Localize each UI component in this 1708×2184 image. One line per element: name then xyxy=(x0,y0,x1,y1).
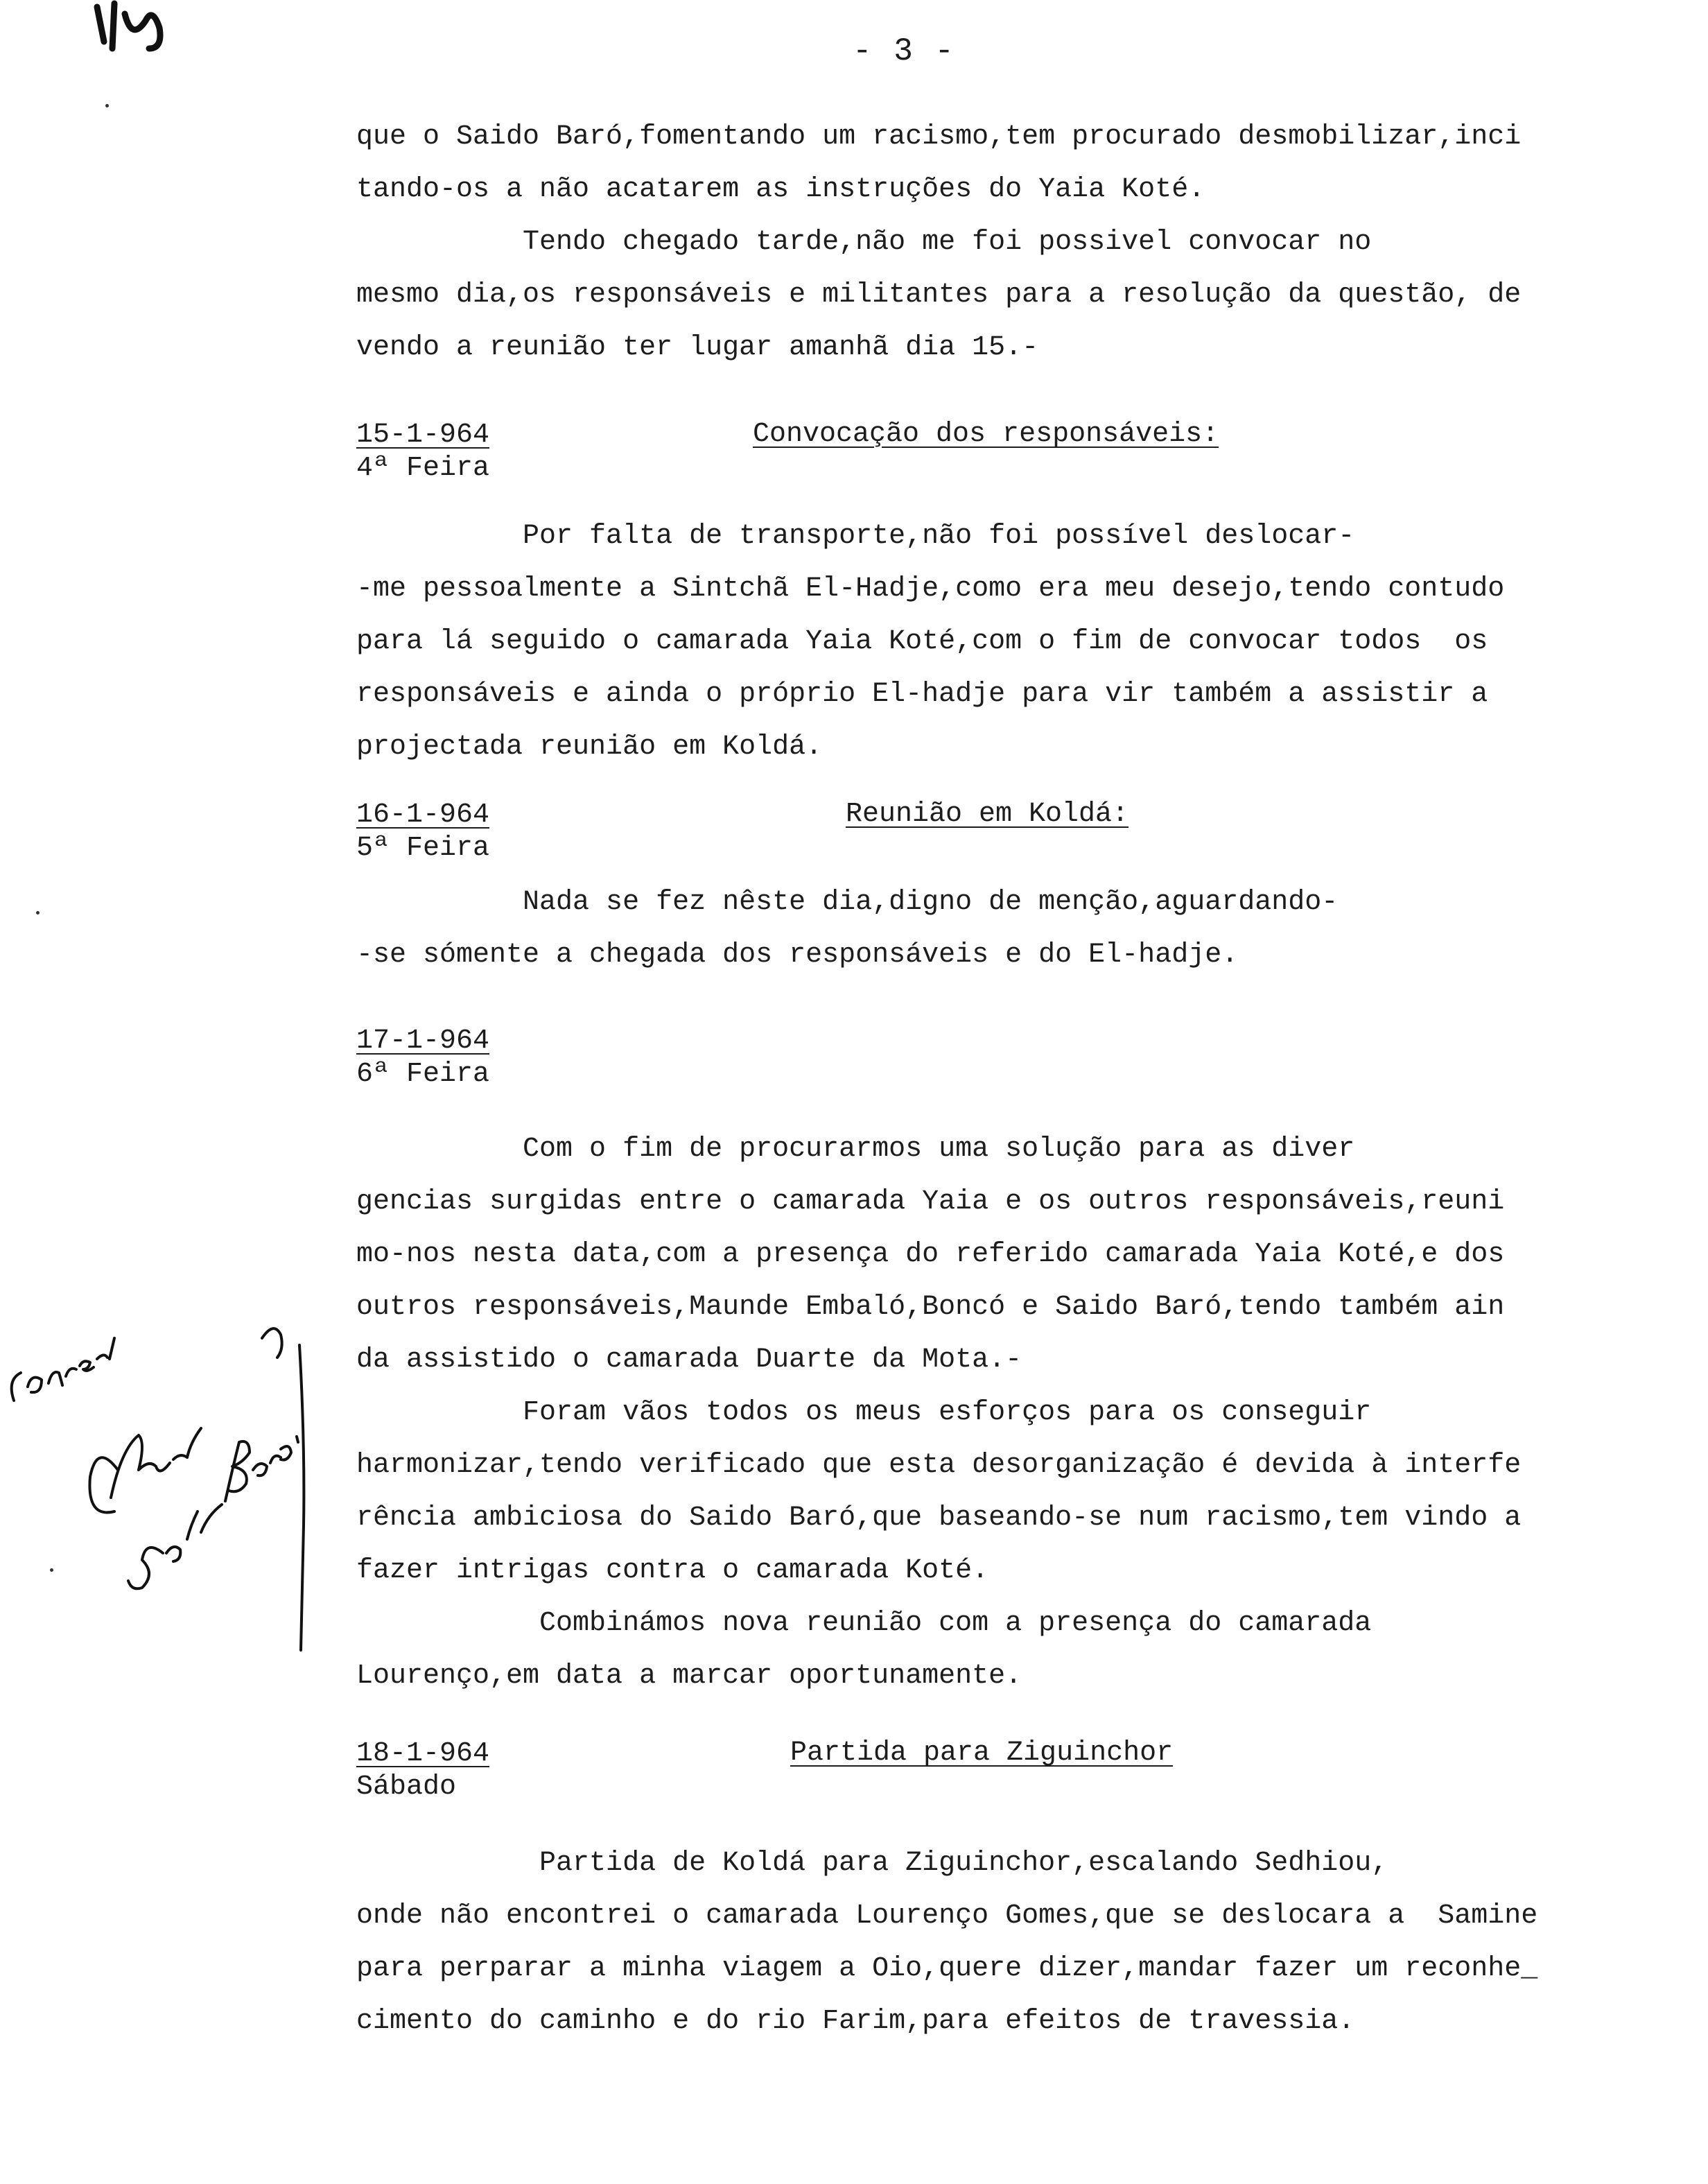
text-line: Lourenço,em data a marcar oportunamente. xyxy=(356,1661,1022,1692)
entry-heading: Partida para Ziguinchor xyxy=(790,1737,1174,1769)
entry-date-block xyxy=(356,1737,489,1804)
entry-date: 17-1-964 xyxy=(356,1025,490,1057)
scan-speck xyxy=(105,104,109,107)
page-number: - 3 - xyxy=(853,33,956,69)
entry-weekday: 6ª Feira xyxy=(356,1059,490,1090)
text-line: projectada reunião em Koldá. xyxy=(356,731,823,763)
text-line: mesmo dia,os responsáveis e militantes para a resolução da questão, de xyxy=(356,279,1522,311)
text-line: responsáveis e ainda o próprio El-hadje para vir também a assistir a xyxy=(356,679,1488,710)
entry-paragraph xyxy=(356,510,1659,774)
text-line: Nada se fez nêste dia,digno de menção,aguardando- xyxy=(356,887,1339,918)
entry-weekday: 4ª Feira xyxy=(356,453,490,484)
text-line: tando-os a não acatarem as instruções do Yaia Koté. xyxy=(356,174,1205,205)
text-line: vendo a reunião ter lugar amanhã dia 15.- xyxy=(356,332,1039,363)
entry-date: 16-1-964 xyxy=(356,799,490,831)
text-line: da assistido o camarada Duarte da Mota.- xyxy=(356,1344,1022,1376)
text-line: para perparar a minha viagem a Oio,quere dizer,mandar fazer um reconhe_ xyxy=(356,1953,1538,1984)
entry-date-block xyxy=(356,1025,489,1091)
text-line: fazer intrigas contra o camarada Koté. xyxy=(356,1555,989,1586)
entry-date: 15-1-964 xyxy=(356,419,490,451)
text-line: -se sómente a chegada dos responsáveis e do El-hadje. xyxy=(356,939,1239,971)
text-line: Com o fim de procurarmos uma solução para as diver xyxy=(356,1134,1355,1165)
text-line: mo-nos nesta data,com a presença do referido camarada Yaia Koté,e dos xyxy=(356,1239,1505,1270)
text-line: Combinámos nova reunião com a presença do camarada xyxy=(356,1608,1372,1639)
text-line: Por falta de transporte,não foi possível deslocar- xyxy=(356,521,1355,552)
entry-paragraph xyxy=(356,876,1659,982)
corner-scribble-mark xyxy=(83,0,291,83)
text-line: cimento do caminho e do rio Farim,para efeitos de travessia. xyxy=(356,2006,1355,2037)
entry-paragraph xyxy=(356,1123,1659,1703)
entry-weekday: 5ª Feira xyxy=(356,833,490,864)
text-line: onde não encontrei o camarada Lourenço Gomes,que se deslocara a Samine xyxy=(356,1900,1538,1932)
text-line: para lá seguido o camarada Yaia Koté,com o fim de convocar todos os xyxy=(356,626,1488,657)
text-line: Foram vãos todos os meus esforços para os conseguir xyxy=(356,1397,1372,1428)
entry-weekday: Sábado xyxy=(356,1771,457,1803)
text-line: que o Saido Baró,fomentando um racismo,tem procurado desmobilizar,inci xyxy=(356,121,1522,153)
entry-date-block xyxy=(356,419,489,485)
entry-heading: Convocação dos responsáveis: xyxy=(753,419,1219,450)
text-line: outros responsáveis,Maunde Embaló,Boncó e Saido Baró,tendo também ain xyxy=(356,1292,1505,1323)
entry-date-block xyxy=(356,799,489,865)
text-line: Tendo chegado tarde,não me foi possivel convocar no xyxy=(356,227,1372,258)
entry-heading: Reunião em Koldá: xyxy=(846,799,1129,830)
text-line: gencias surgidas entre o camarada Yaia e os outros responsáveis,reuni xyxy=(356,1186,1505,1217)
entry-paragraph xyxy=(356,1837,1659,2048)
intro-paragraph xyxy=(356,111,1659,374)
scan-speck xyxy=(36,911,40,915)
text-line: Partida de Koldá para Ziguinchor,escalando Sedhiou, xyxy=(356,1848,1388,1879)
text-line: -me pessoalmente a Sintchã El-Hadje,como era meu desejo,tendo contudo xyxy=(356,573,1505,605)
entry-date: 18-1-964 xyxy=(356,1738,490,1769)
handwritten-margin-note xyxy=(0,1303,333,1664)
text-line: harmonizar,tendo verificado que esta desorganização é devida à interfe xyxy=(356,1450,1522,1481)
text-line: rência ambiciosa do Saido Baró,que baseando-se num racismo,tem vindo a xyxy=(356,1502,1522,1534)
